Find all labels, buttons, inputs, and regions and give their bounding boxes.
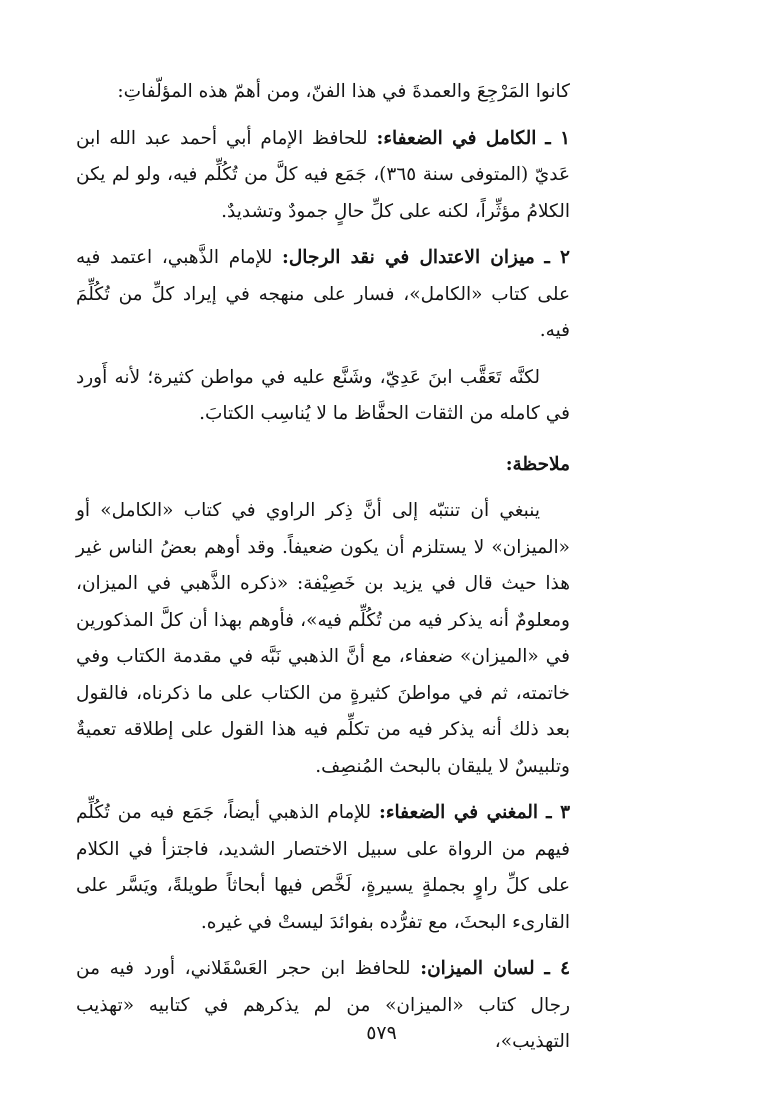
entry-1: [76, 121, 570, 231]
note-heading: ملاحظة:: [505, 453, 570, 475]
page-content: [76, 74, 570, 1061]
entry-2: [76, 240, 570, 350]
entry-4-title: لسان الميزان:: [420, 958, 535, 979]
entry-2-number: ٢ ـ: [544, 247, 570, 268]
entry-3-title: المغني في الضعفاء:: [379, 802, 539, 823]
entry-4-number: ٤ ـ: [544, 958, 570, 979]
entry-2-body: للإمام الذَّهبي، اعتمد فيه على كتاب «الكامل»، فسار على منهجه في إيراد كلِّ من تُكُلِّمَ فيه.: [76, 247, 570, 341]
entry-2-title: ميزان الاعتدال في نقد الرجال:: [282, 247, 535, 268]
page-number: ٥٧٩: [366, 1022, 397, 1044]
entry-3: [76, 795, 570, 941]
entry-3-number: ٣ ـ: [546, 802, 570, 823]
note-body: ينبغي أن تنتبّه إلى أنَّ ذِكر الراوي في كتاب «الكامل» أو «الميزان» لا يستلزم أن يكون ضعيفاً. وقد أوهم بعضُ الناس غير هذا حيث قال في يزيد بن خَصِيْفة: «ذكره الذَّهبي في الميزان، ومعلومٌ أنه يذكر فيه من تُكُلِّم فيه»، فأوهم بهذا أن كلَّ المذكورين في «الميزان» ضعفاء، مع أنَّ الذهبي نَبَّه في مقدمة الكتاب وفي خاتمته، ثم في مواطنَ كثيرةٍ من الكتاب على ما ذكرناه، فالقول بعد ذلك أنه يذكر فيه من تكلِّم فيه هذا القول على إطلاقه تعميةٌ وتلبيسٌ لا يليقان بالبحث المُنصِف.: [76, 500, 570, 777]
entry-2-continuation: لكنَّه تَعَقَّب ابنَ عَدِيّ، وشَنَّع عليه في مواطن كثيرة؛ لأنه أَورد في كامله من الثقات الحفَّاظ ما لا يُناسِب الكتابَ.: [76, 366, 570, 424]
entry-1-number: ١ ـ: [545, 127, 570, 149]
intro-line: كانوا المَرْجِعَ والعمدةَ في هذا الفنّ، ومن أهمّ هذه المؤلّفاتِ:: [117, 81, 570, 102]
entry-1-body: للحافظ الإمام أبي أحمد عبد الله ابن عَديّ (المتوفى سنة ٣٦٥)، جَمَع فيه كلَّ من تُكُلِّم فيه، ولو لم يكن الكلامُ مؤثِّراً، لكنه على كلِّ حالٍ جمودٌ وتشديدٌ.: [76, 127, 571, 222]
entry-1-title: الكامل في الضعفاء:: [376, 127, 537, 149]
entry-4: [76, 951, 570, 1061]
entry-3-body: للإمام الذهبي أيضاً، جَمَع فيه من تُكُلِّم فيهم من الرواة على سبيل الاختصار الشديد، فاجتزأ في الكلام على كلِّ راوٍ بجملةٍ يسيرةٍ، لَخَّص فيها أبحاثاً طويلةً، ويَسَّر على القارىء البحثَ، مع تفرُّده بفوائدَ ليستْ في غيره.: [76, 802, 570, 933]
entry-4-body: للحافظ ابن حجر العَسْقَلاني، أورد فيه من رجال كتاب «الميزان» من لم يذكرهم في كتابيه «تهذيب التهذيب»،: [76, 958, 570, 1052]
